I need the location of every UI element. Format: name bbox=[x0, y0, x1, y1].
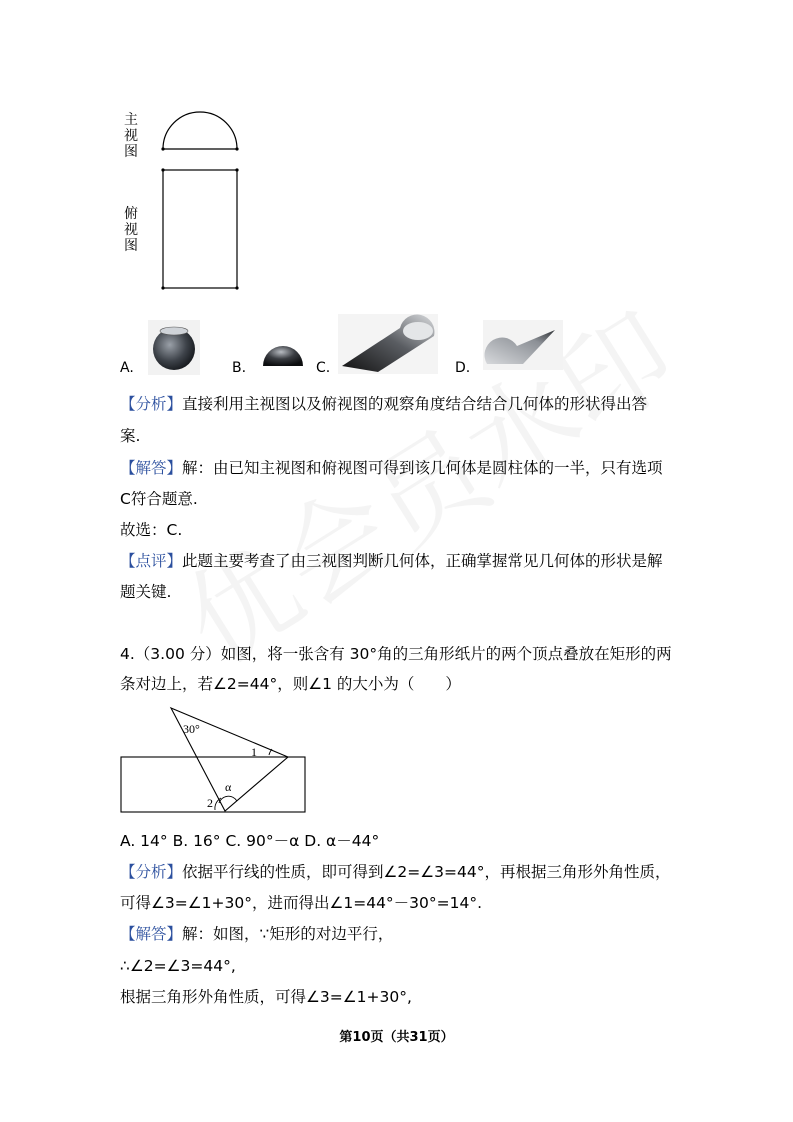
option-a-label: A. bbox=[120, 360, 134, 376]
q3-answer-line2: C符合题意. bbox=[120, 490, 198, 508]
option-a-image bbox=[148, 320, 200, 375]
angle-30-label: 30° bbox=[183, 722, 200, 736]
option-c-image bbox=[338, 314, 438, 374]
comment-tag: 【点评】 bbox=[120, 552, 183, 570]
three-view-diagram bbox=[155, 105, 245, 295]
q3-comment-line2: 题关键. bbox=[120, 583, 172, 601]
q3-choice: 故选：C. bbox=[120, 521, 183, 539]
page-footer: 第10页（共31页） bbox=[339, 1030, 454, 1045]
q4-stem-line1: 4.（3.00 分）如图，将一张含有 30°角的三角形纸片的两个顶点叠放在矩形的两 bbox=[120, 645, 672, 663]
main-view-label: 主视图 bbox=[124, 112, 138, 160]
angle-2-label: 2 bbox=[207, 796, 213, 810]
rectangle-top-view bbox=[163, 170, 237, 288]
answer-tag: 【解答】 bbox=[120, 925, 183, 943]
q3-comment-line1: 【点评】此题主要考查了由三视图判断几何体，正确掌握常见几何体的形状是解 bbox=[120, 552, 663, 570]
q4-triangle-rectangle-figure bbox=[115, 702, 315, 817]
q4-options: A. 14° B. 16° C. 90°－α D. α－44° bbox=[120, 832, 380, 850]
option-b-image bbox=[260, 338, 306, 368]
option-b-label: B. bbox=[232, 360, 247, 376]
q3-answer-line1: 【解答】解：由已知主视图和俯视图可得到该几何体是圆柱体的一半，只有选项 bbox=[120, 459, 663, 477]
analysis-tag: 【分析】 bbox=[120, 395, 183, 413]
q3-analysis-line2: 案. bbox=[120, 427, 141, 445]
angle-1-label: 1 bbox=[251, 745, 257, 759]
semicircle-front-view bbox=[163, 112, 237, 149]
rectangle bbox=[121, 757, 305, 812]
answer-tag: 【解答】 bbox=[120, 459, 183, 477]
q4-answer-line3: 根据三角形外角性质，可得∠3=∠1+30°, bbox=[120, 988, 412, 1006]
option-d-image bbox=[483, 320, 563, 370]
option-d-label: D. bbox=[455, 360, 471, 376]
q4-analysis-line2: 可得∠3=∠1+30°，进而得出∠1=44°－30°=14°. bbox=[120, 894, 483, 912]
q4-stem-line2: 条对边上，若∠2=44°，则∠1 的大小为（ ） bbox=[120, 675, 461, 693]
q4-analysis-line1: 【分析】依据平行线的性质，即可得到∠2=∠3=44°，再根据三角形外角性质， bbox=[120, 863, 671, 881]
q4-answer-line1: 【解答】解：如图，∵矩形的对边平行， bbox=[120, 925, 394, 943]
q4-answer-line2: ∴∠2=∠3=44°, bbox=[120, 957, 236, 975]
top-view-label: 俯视图 bbox=[124, 206, 138, 254]
option-c-label: C. bbox=[316, 360, 331, 376]
q3-analysis-line1: 【分析】直接利用主视图以及俯视图的观察角度结合结合几何体的形状得出答 bbox=[120, 395, 648, 413]
analysis-tag: 【分析】 bbox=[120, 863, 183, 881]
angle-alpha-label: α bbox=[225, 780, 232, 794]
